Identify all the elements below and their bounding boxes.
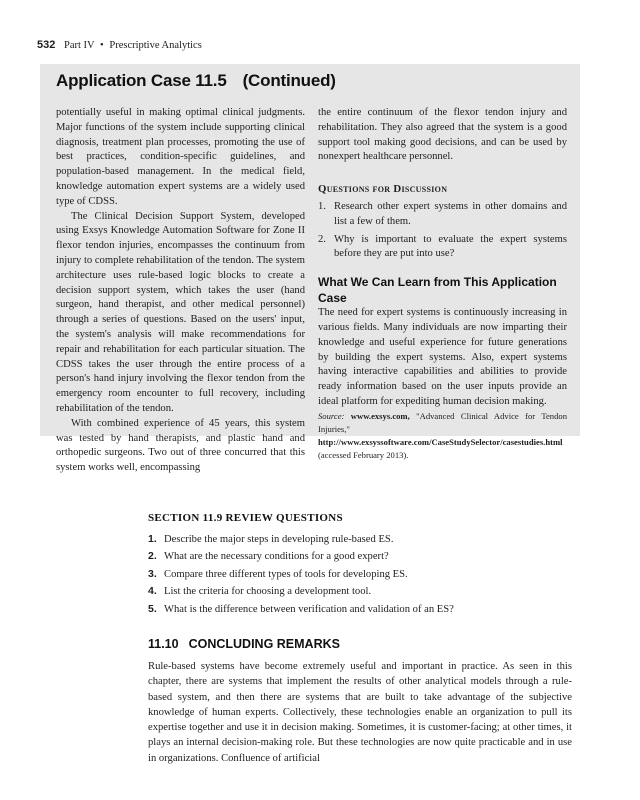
source-title: "Advanced Clinical Advice for Tendon Injuries," [318, 410, 567, 434]
review-number: 2. [148, 550, 157, 563]
review-item [148, 548, 588, 565]
review-text: What are the necessary conditions for a good expert? [164, 551, 389, 563]
part-label: Part IV [63, 40, 95, 51]
question-item [318, 233, 567, 263]
review-item [148, 531, 588, 548]
running-header [37, 39, 202, 51]
review-list [148, 531, 588, 618]
question-text: Research other expert systems in other domains and list a few of them. [334, 200, 567, 227]
learn-heading: What We Can Learn from This Application Case [318, 275, 557, 306]
case-paragraph: the entire continuum of the flexor tendon injury and rehabilitation. They also agreed that the system is a good support tool making good decisions, and can be used by nonexpert healthcare personnel. [318, 107, 567, 163]
case-right-column [318, 106, 567, 462]
case-title [56, 71, 336, 91]
questions-heading: Questions for Discussion [318, 183, 448, 196]
source-accessed: (accessed February 2013). [318, 449, 409, 460]
case-title-main: Application Case 11.5 [56, 71, 227, 90]
review-questions-section [148, 512, 588, 618]
case-title-suffix: (Continued) [242, 71, 336, 90]
review-text: List the criteria for choosing a development tool. [164, 586, 372, 598]
section-number: 11.10 [148, 637, 179, 651]
review-text: Describe the major steps in developing rule-based ES. [164, 534, 394, 545]
source-label: Source: [318, 410, 345, 421]
source-url-link[interactable]: http://www.exsyssoftware.com/CaseStudySelector/casestudies.html [318, 436, 563, 447]
review-text: Compare three different types of tools for developing ES. [164, 568, 408, 580]
review-number: 3. [148, 567, 157, 580]
application-case-box [40, 64, 580, 474]
case-left-column [56, 106, 305, 476]
page-number: 532 [37, 39, 56, 51]
source-site-link[interactable]: www.exsys.com, [350, 410, 410, 421]
concluding-paragraph: Rule-based systems have become extremely useful and important in practice. As seen in this chapter, there are systems that implement the results of other analytical models through a rule-based system, and then there are systems that are built to take advantage of the subjective knowledge of human experts. Collectively, these technologies enable an organization to pull its expertise together and use it in decision making. Sometimes, it is customer-facing; at other times, it plays an internal decision-making role. But these technologies are now quite practicable and in use in organizations. Confluence of artificial [148, 661, 572, 764]
section-label: Prescriptive Analytics [109, 40, 202, 51]
review-number: 5. [148, 602, 157, 615]
case-paragraph: The Clinical Decision Support System, developed using Exsys Knowledge Automation Software for Zone II flexor tendon injuries, encompasses the continuum from injury to complete rehabilitation of the tendon. The system architecture uses rule-based logic blocks to create a decision support system, which takes the user (hand surgeon, hand therapist, and other medical personnel) through a series of questions. Based on the users' input, the system's analysis will make recommendations for repair and rehabilitation for each particular situation. The CDSS takes the user through the entire process of a person's hand injury involving the flexor tendon from the emergency room encounter to full recovery, including rehabilitation of the tendon. [56, 210, 305, 414]
review-heading: SECTION 11.9 REVIEW QUESTIONS [148, 512, 343, 524]
review-item [148, 583, 588, 600]
review-item [148, 566, 588, 583]
question-item [318, 200, 567, 230]
section-title: CONCLUDING REMARKS [188, 637, 340, 651]
review-item [148, 601, 588, 618]
learn-paragraph: The need for expert systems is continuously increasing in various fields. Many individuals are now imparting their knowledge and useful experience for future generations by building the expert systems. Also, expert systems having interactive capabilities and abilities to provide ready information based on the user inputs provide an ideal platform for expediting human decision making. [318, 307, 567, 407]
case-paragraph: potentially useful in making optimal clinical judgments. Major functions of the system include supporting clinical diagnosis, treatment plan processes, promoting the use of best practices, condition-specific guidelines, and population-based management. In the medical field, knowledge automation expert systems are a widely used type of CDSS. [56, 107, 305, 207]
source-citation [318, 410, 567, 462]
discussion-questions [318, 200, 567, 262]
review-number: 4. [148, 585, 157, 598]
review-text: What is the difference between verification and validation of an ES? [164, 603, 454, 615]
concluding-remarks-heading [148, 637, 340, 651]
header-separator: • [100, 40, 104, 51]
case-paragraph: With combined experience of 45 years, this system was tested by hand therapists, and plastic hand and orthopedic surgeons. Two out of three concurred that this system works well, encompassing [56, 417, 305, 474]
question-number: 2. [318, 233, 326, 245]
review-number: 1. [148, 533, 157, 545]
question-number: 1. [318, 200, 326, 212]
question-text: Why is important to evaluate the expert systems before they are put into use? [334, 233, 567, 260]
